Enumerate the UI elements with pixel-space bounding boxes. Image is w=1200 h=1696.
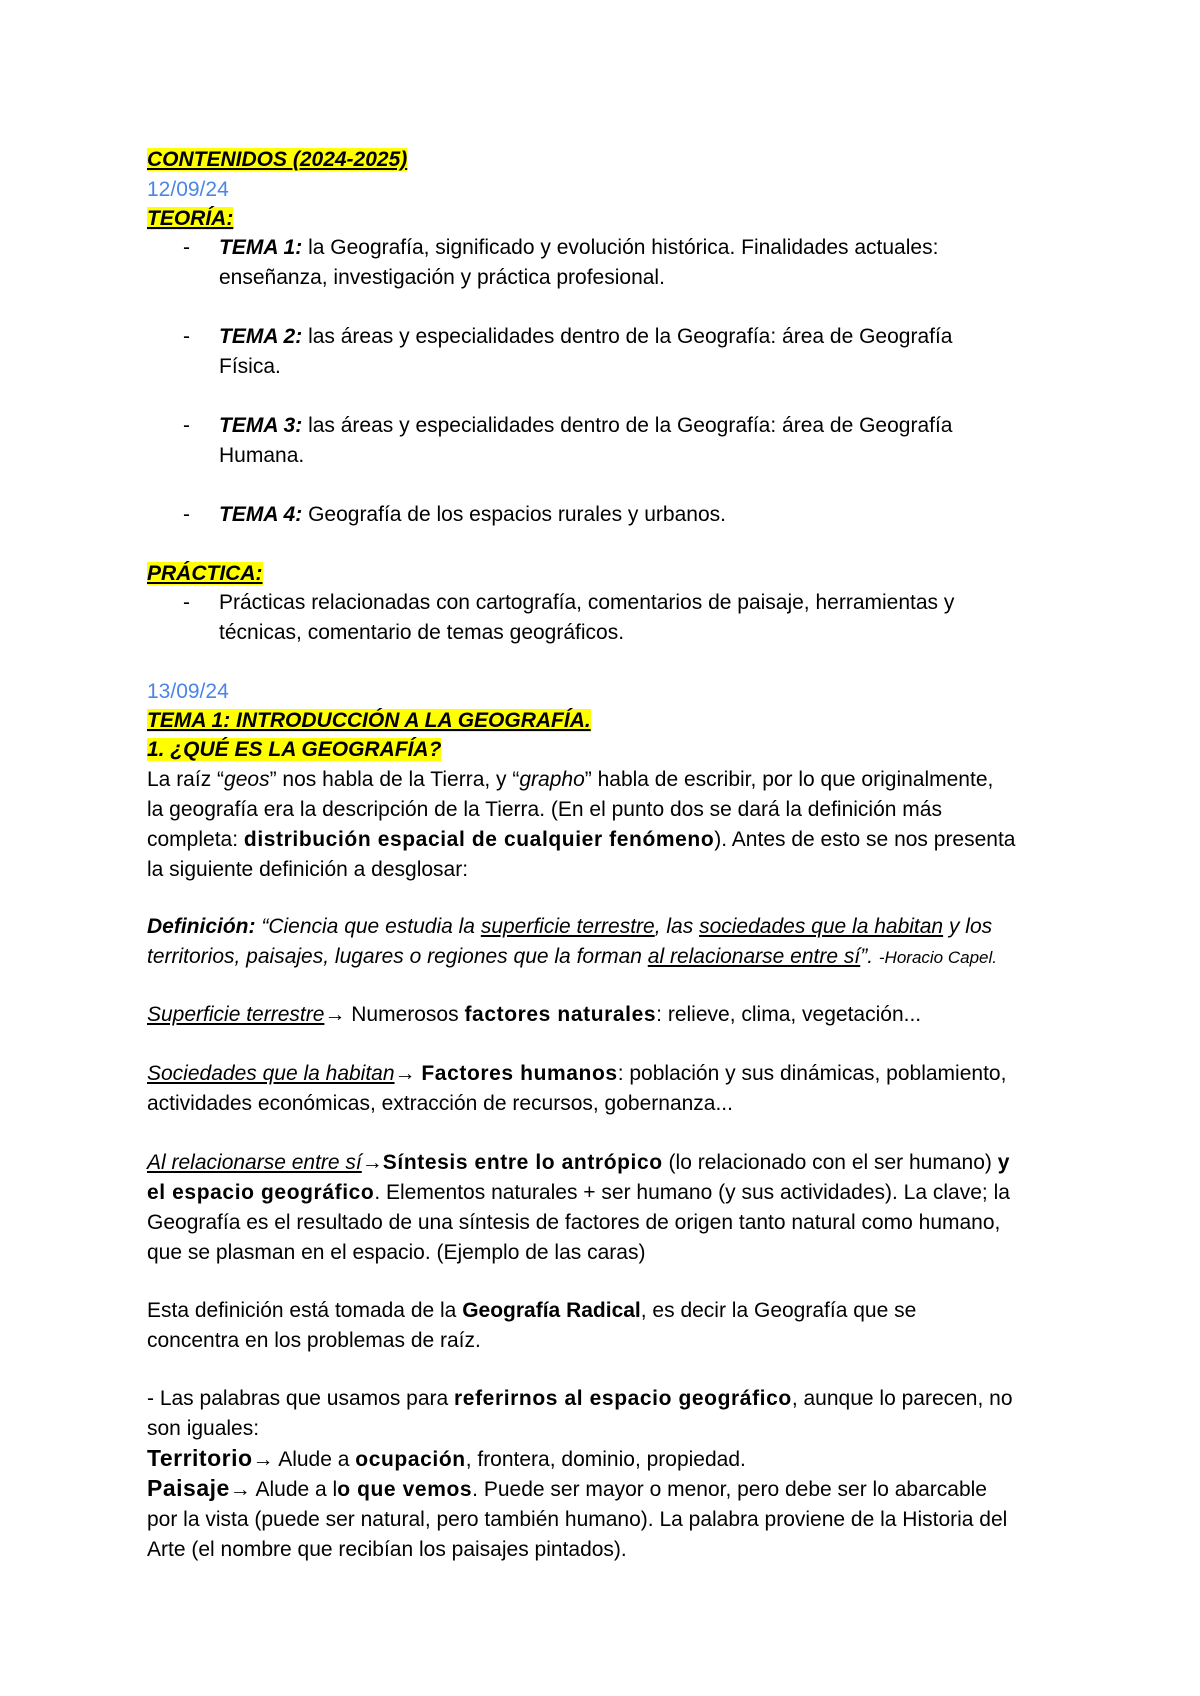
text: : población y sus dinámicas, poblamiento, [617,1062,1007,1085]
section-heading-teoria [147,204,1077,234]
tema-text: las áreas y especialidades dentro de la Geografía: área de Geografía [302,325,953,348]
text: La raíz “ [147,768,225,791]
text: son iguales: [147,1417,260,1440]
tema-text-continued: Física. [219,355,281,378]
paragraph-origin [147,765,1077,885]
paragraph-relacionarse [147,1148,1077,1268]
definition-quote [147,912,1077,973]
text: : relieve, clima, vegetación... [656,1003,922,1026]
bold-term: el espacio geográfico [147,1181,375,1204]
text: - Las palabras que usamos para [147,1387,455,1410]
paragraph-paisaje [147,1473,1077,1565]
tema-2-item [219,322,1069,382]
tema-text: las áreas y especialidades dentro de la Geografía: área de Geografía [302,414,953,437]
text: actividades económicas, extracción de recursos, gobernanza... [147,1092,733,1115]
text: , aunque lo parecen, no [791,1387,1013,1410]
tema-4-item [219,500,1069,530]
definition-label: Definición: [147,915,256,938]
tema-label: TEMA 3: [219,414,303,437]
tema-label: TEMA 4: [219,503,303,526]
bold-term: Factores humanos [421,1062,618,1085]
title-highlight: CONTENIDOS (2024-2025) [147,148,408,171]
teoria-highlight: TEORÍA: [147,207,234,230]
bold-term: factores naturales [464,1003,657,1026]
practica-item [219,588,1069,648]
underlined-term: superficie terrestre [480,915,655,938]
subtitle-highlight: 1. ¿QUÉ ES LA GEOGRAFÍA? [147,738,442,761]
text: , frontera, dominio, propiedad. [465,1448,746,1471]
text: ). Antes de esto se nos presenta [714,828,1016,851]
bullet-dash: - [183,414,190,437]
text: territorios, paisajes, lugares o regiones que la forman [147,945,648,968]
bold-term: Geografía Radical [462,1299,641,1322]
bold-term: o que vemos [337,1478,473,1501]
text: → [361,1151,383,1174]
paragraph-radical [147,1296,1077,1356]
bullet-dash: - [183,325,190,348]
practica-text-continued: técnicas, comentario de temas geográficos. [219,621,625,644]
bold-term: Síntesis entre lo antrópico [382,1151,663,1174]
bold-term: ocupación [355,1448,466,1471]
term-paisaje: Paisaje [147,1475,230,1501]
text: Esta definición está tomada de la [147,1299,463,1322]
tema-text: Geografía de los espacios rurales y urbanos. [302,503,726,526]
text: la geografía era la descripción de la Tierra. (En el punto dos se dará la definición más [147,798,942,821]
tema-label: TEMA 2: [219,325,303,348]
text: por la vista (puede ser natural, pero también humano). La palabra proviene de la Historia del [147,1508,1008,1531]
bullet-dash: - [183,591,190,614]
paragraph-territorio [147,1443,1077,1475]
text: Alude a l [250,1478,338,1501]
text: (lo relacionado con el ser humano) [662,1151,998,1174]
practica-text: Prácticas relacionadas con cartografía, comentarios de paisaje, herramientas y [219,591,955,614]
text: completa: [147,828,244,851]
term-territorio: Territorio [147,1445,253,1471]
paragraph-sociedades [147,1059,1077,1119]
text: la siguiente definición a desglosar: [147,858,469,881]
text: ”. [860,945,879,968]
text: ” habla de escribir, por lo que originalmente, [584,768,994,791]
underlined-term: al relacionarse entre sí [647,945,861,968]
term-grapho: grapho [519,768,585,791]
paragraph-palabras [147,1384,1077,1444]
underlined-term: sociedades que la habitan [699,915,944,938]
tema-text: la Geografía, significado y evolución histórica. Finalidades actuales: [302,236,939,259]
underlined-term: Superficie terrestre [147,1003,325,1026]
underlined-term: Sociedades que la habitan [147,1062,395,1085]
tema-1-item [219,233,1069,293]
bullet-dash: - [183,503,190,526]
text: concentra en los problemas de raíz. [147,1329,481,1352]
date-label: 13/09/24 [147,680,229,703]
text: y los [943,915,993,938]
tema-label: TEMA 1: [219,236,303,259]
arrow-icon: → [252,1448,274,1471]
section-heading-practica [147,559,1077,589]
text: , las [654,915,700,938]
text: . Puede ser mayor o menor, pero debe ser lo abarcable [472,1478,987,1501]
bold-definition: distribución espacial de cualquier fenómeno [243,828,715,851]
text: → Numerosos [324,1003,465,1026]
text: que se plasman en el espacio. (Ejemplo de las caras) [147,1241,646,1264]
bold-term: referirnos al espacio geográfico [454,1387,792,1410]
arrow-icon: → [229,1478,251,1501]
text: . Elementos naturales + ser humano (y sus actividades). La clave; la [374,1181,1010,1204]
tema-3-item [219,411,1069,471]
text: Geografía es el resultado de una síntesis de factores de origen tanto natural como humano, [147,1211,1001,1234]
date-label: 12/09/24 [147,178,229,201]
bold-term: y [997,1151,1010,1174]
tema-text-continued: Humana. [219,444,305,467]
author-citation: -Horacio Capel. [878,948,997,967]
text: , es decir la Geografía que se [640,1299,917,1322]
practica-highlight: PRÁCTICA: [147,562,263,585]
chapter-title-highlight: TEMA 1: INTRODUCCIÓN A LA GEOGRAFÍA. [147,709,591,732]
term-geos: geos [224,768,270,791]
text: Arte (el nombre que recibían los paisajes pintados). [147,1538,627,1561]
paragraph-superficie [147,1000,1077,1030]
chapter-subtitle [147,735,1077,765]
underlined-term: Al relacionarse entre sí [147,1151,362,1174]
chapter-title [147,706,1077,736]
tema-text-continued: enseñanza, investigación y práctica profesional. [219,266,665,289]
text: “Ciencia que estudia la [255,915,481,938]
document-title [147,145,1077,175]
bullet-dash: - [183,236,190,259]
text: ” nos habla de la Tierra, y “ [269,768,520,791]
text: Alude a [273,1448,356,1471]
text: → [394,1062,422,1085]
